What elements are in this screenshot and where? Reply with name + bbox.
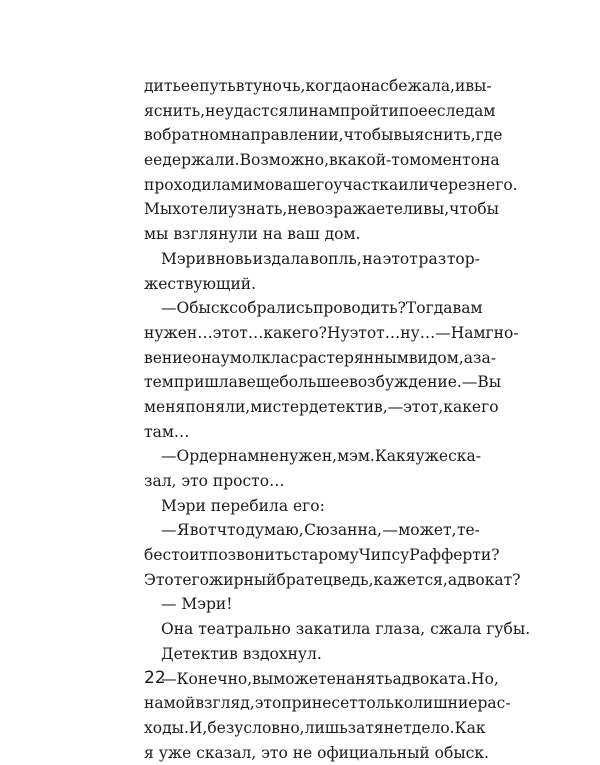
text-line: зал, это просто… <box>144 472 285 490</box>
text-line: Она театрально закатила глаза, сжала губы. <box>161 620 531 639</box>
text-line: проходила мимо вашего участка или через него. <box>144 175 518 194</box>
text-line: на мой взгляд, это принесет только лишние рас- <box>144 694 511 713</box>
text-line: тем пришла в еще большее возбуждение. — Вы <box>144 373 502 392</box>
text-line: — Я вот что думаю, Сюзанна, — может, те- <box>161 521 480 540</box>
text-line: ее держали. Возможно, в какой-то момент она <box>144 151 500 170</box>
text-line: там… <box>144 422 190 441</box>
text-line: меня поняли, мистер детектив, — этот, как его <box>144 397 499 416</box>
text-line: нужен… этот… как его? Ну этот… ну… — На мгно- <box>144 323 519 342</box>
text-line: жествующий. <box>144 274 257 293</box>
text-line: — Обыск собрались проводить? Тогда вам <box>161 299 483 318</box>
text-line: — Ордер нам не нужен, мэм. Как я уже ска- <box>161 447 481 466</box>
text-line: вение она умолкла с растерянным видом, а за- <box>144 348 496 367</box>
text-line: Мэри вновь издала вопль, на этот раз тор- <box>161 249 480 268</box>
text-line: Мы хотели узнать, не возражаете ли вы, чтобы <box>144 200 499 219</box>
text-line: Детектив вздохнул. <box>161 644 322 663</box>
text-line: мы взглянули на ваш дом. <box>144 225 361 244</box>
text-line: Этот его жирный братец ведь, кажется, адвокат? <box>144 570 521 589</box>
text-line: бе стоит позвонить старому Чипсу Рафферти? <box>144 546 500 565</box>
text-line: — Конечно, вы можете нанять адвоката. Но, <box>161 669 499 688</box>
text-line: Мэри перебила его: <box>161 496 325 515</box>
body-text <box>144 74 531 765</box>
text-line: — Мэри! <box>161 595 233 614</box>
text-line: яснить, не удастся ли нам пройти по ее следам <box>144 101 496 120</box>
text-line: ходы. И, безусловно, лишь затянет дело. Как <box>144 718 486 737</box>
page-number: 22 <box>144 668 166 688</box>
text-line: в обратном направлении, чтобы выяснить, где <box>144 126 503 145</box>
text-line: я уже сказал, это не официальный обыск. <box>144 743 489 762</box>
text-line: дить ее путь в ту ночь, когда она сбежала, и вы- <box>144 77 492 95</box>
